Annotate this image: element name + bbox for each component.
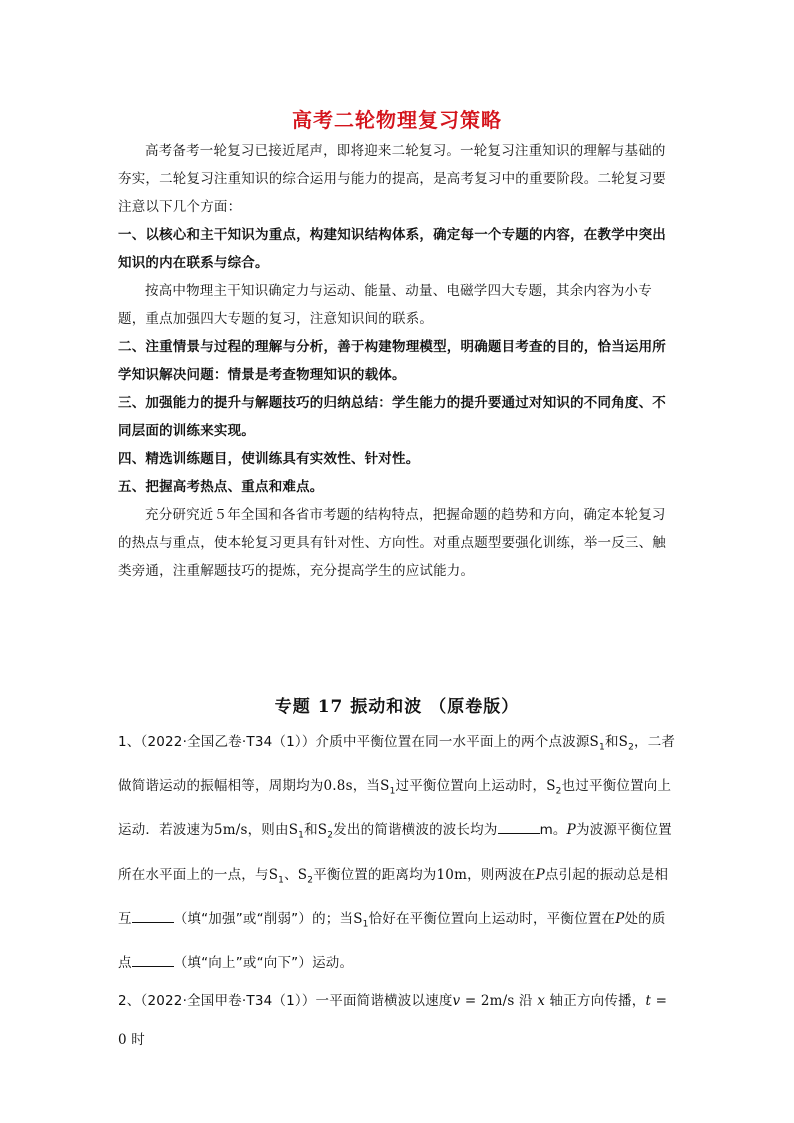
q2-source: 2、（2022·全国甲卷·T34（1））一平面简谐横波以速度 bbox=[118, 993, 453, 1010]
heading-1: 一、以核心和主干知识为重点，构建知识结构体系，确定每一个专题的内容，在教学中突出知识的内在联系与综合。 bbox=[118, 227, 666, 271]
intro-paragraph: 高考备考一轮复习已接近尾声，即将迎来二轮复习。一轮复习注重知识的理解与基础的夯实，二轮复习注重知识的综合运用与能力的提高，是高考复习中的重要阶段。二轮复习要注意以下几个方面： bbox=[118, 143, 666, 215]
paragraph-5: 充分研究近５年全国和各省市考题的结构特点，把握命题的趋势和方向，确定本轮复习的热点与重点，使本轮复习更具有针对性、方向性。对重点题型要强化训练，举一反三、触类旁通，注重解题技巧的提炼，充分提高学生的应试能力。 bbox=[118, 507, 666, 579]
questions bbox=[118, 723, 676, 1059]
q1-source: 1、（2022·全国乙卷·T34（1））介质中平衡位置在同一水平面上的两个点波源 bbox=[118, 734, 590, 750]
answer-blank-direction[interactable] bbox=[132, 954, 174, 967]
heading-5: 五、把握高考热点、重点和难点。 bbox=[118, 479, 324, 495]
heading-3: 三、加强能力的提升与解题技巧的归纳总结：学生能力的提升要通过对知识的不同角度、不同层面的训练来实现。 bbox=[118, 395, 666, 439]
answer-blank-interference[interactable] bbox=[132, 910, 174, 923]
strategy-body bbox=[118, 137, 676, 585]
doc-title: 高考二轮物理复习策略 bbox=[292, 108, 502, 132]
question-1: 1、（2022·全国乙卷·T34（1））介质中平衡位置在同一水平面上的两个点波源$S_1$和$S_2$，二者做简谐运动的振幅相等，周期均为0.8s，当$S_1$过平衡位置向上运动时，$S_2$也过平衡位置向上运动．若波速为5m/s，则由$S_1$和$S_2$发出的简谐横波的波长均为 m。P为波源平衡位置所在水平面上的一点，与$S_1$、$S_2$平衡位置的距离均为10m，则两波在P点引起的振动总是相互 （填“加强”或“削弱”）的；当$S_1$恰好在平衡位置向上运动时，平衡位置在P处的质点 （填“向上”或“向下”）运动。 bbox=[118, 734, 676, 971]
question-2: 2、（2022·全国甲卷·T34（1））一平面简谐横波以速度v = 2m/s 沿 x 轴正方向传播，t = 0 时 bbox=[118, 993, 668, 1048]
heading-4: 四、精选训练题目，使训练具有实效性、针对性。 bbox=[118, 451, 420, 467]
heading-2: 二、注重情景与过程的理解与分析，善于构建物理模型，明确题目考查的目的，恰当运用所学知识解决问题：情景是考查物理知识的载体。 bbox=[118, 339, 666, 383]
section-title: 专题 17 振动和波 （原卷版） bbox=[274, 697, 520, 717]
paragraph-1: 按高中物理主干知识确定力与运动、能量、动量、电磁学四大专题，其余内容为小专题，重点加强四大专题的复习，注意知识间的联系。 bbox=[118, 283, 652, 327]
answer-blank-wavelength[interactable] bbox=[498, 821, 540, 834]
